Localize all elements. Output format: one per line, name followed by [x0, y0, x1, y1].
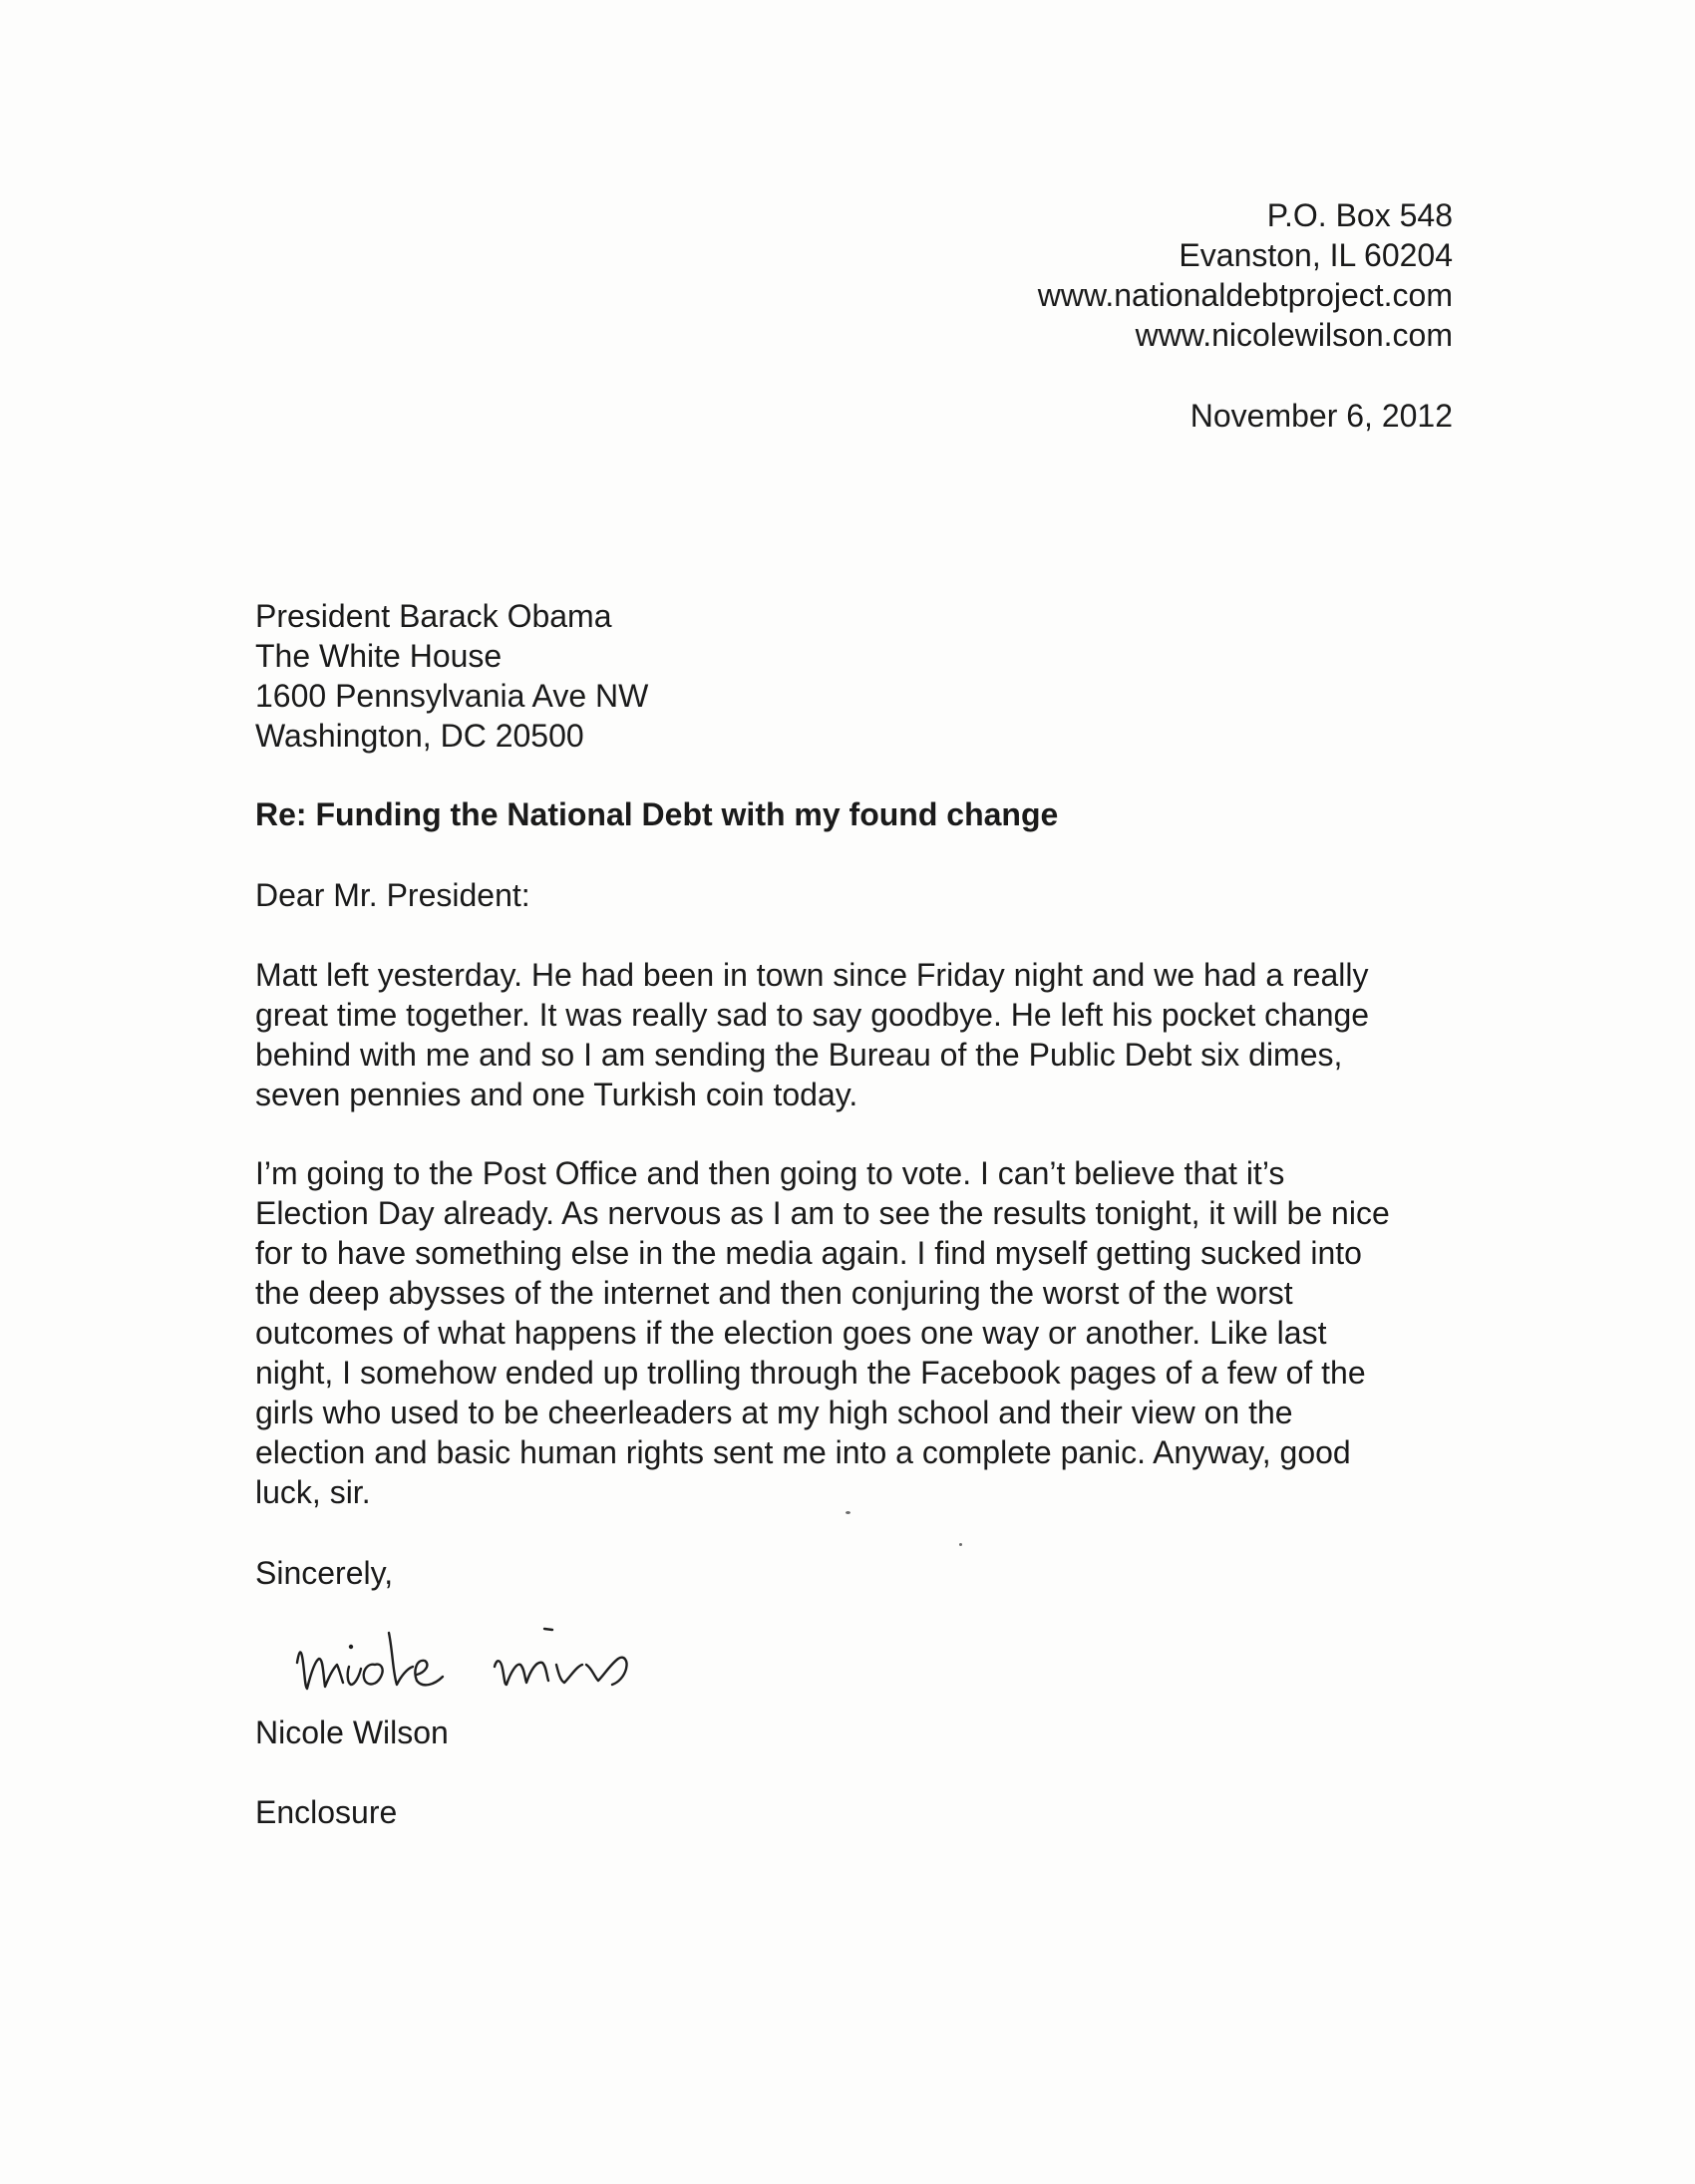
recipient-city: Washington, DC 20500: [255, 718, 584, 754]
body-line: for to have something else in the media again. I find myself getting sucked into: [255, 1235, 1362, 1271]
subject-line: Re: Funding the National Debt with my found change: [255, 796, 1059, 832]
body-line: Election Day already. As nervous as I am to see the results tonight, it will be nice: [255, 1195, 1390, 1231]
signer-name: Nicole Wilson: [255, 1715, 449, 1750]
body-line: outcomes of what happens if the election goes one way or another. Like last: [255, 1315, 1327, 1351]
handwritten-signature: [289, 1603, 748, 1713]
sender-website-2: www.nicolewilson.com: [1135, 317, 1453, 353]
recipient-address: [255, 596, 648, 756]
body-paragraph-2: [255, 1153, 1390, 1512]
body-line: seven pennies and one Turkish coin today.: [255, 1077, 858, 1112]
recipient-street: 1600 Pennsylvania Ave NW: [255, 678, 649, 714]
recipient-org: The White House: [255, 638, 503, 674]
closing: Sincerely,: [255, 1555, 394, 1591]
body-paragraph-1: [255, 955, 1369, 1114]
salutation: Dear Mr. President:: [255, 877, 530, 913]
body-line: Matt left yesterday. He had been in town since Friday night and we had a really: [255, 957, 1369, 993]
sender-city: Evanston, IL 60204: [1179, 237, 1453, 273]
sender-po-box: P.O. Box 548: [1266, 197, 1453, 233]
scan-speck: [846, 1511, 850, 1514]
scan-speck: [959, 1543, 962, 1546]
body-line: girls who used to be cheerleaders at my high school and their view on the: [255, 1395, 1293, 1430]
body-line: the deep abysses of the internet and then conjuring the worst of the worst: [255, 1275, 1293, 1311]
letter-date: November 6, 2012: [1189, 398, 1453, 434]
body-line: I’m going to the Post Office and then going to vote. I can’t believe that it’s: [255, 1155, 1285, 1191]
sender-address: [1038, 195, 1453, 355]
body-line: night, I somehow ended up trolling through the Facebook pages of a few of the: [255, 1355, 1366, 1391]
body-line: luck, sir.: [255, 1474, 371, 1510]
body-line: behind with me and so I am sending the Bureau of the Public Debt six dimes,: [255, 1037, 1343, 1073]
sender-website-1: www.nationaldebtproject.com: [1037, 277, 1453, 313]
enclosure-note: Enclosure: [255, 1794, 398, 1830]
recipient-name: President Barack Obama: [255, 598, 612, 634]
body-line: election and basic human rights sent me into a complete panic. Anyway, good: [255, 1434, 1351, 1470]
body-line: great time together. It was really sad to say goodbye. He left his pocket change: [255, 997, 1370, 1033]
